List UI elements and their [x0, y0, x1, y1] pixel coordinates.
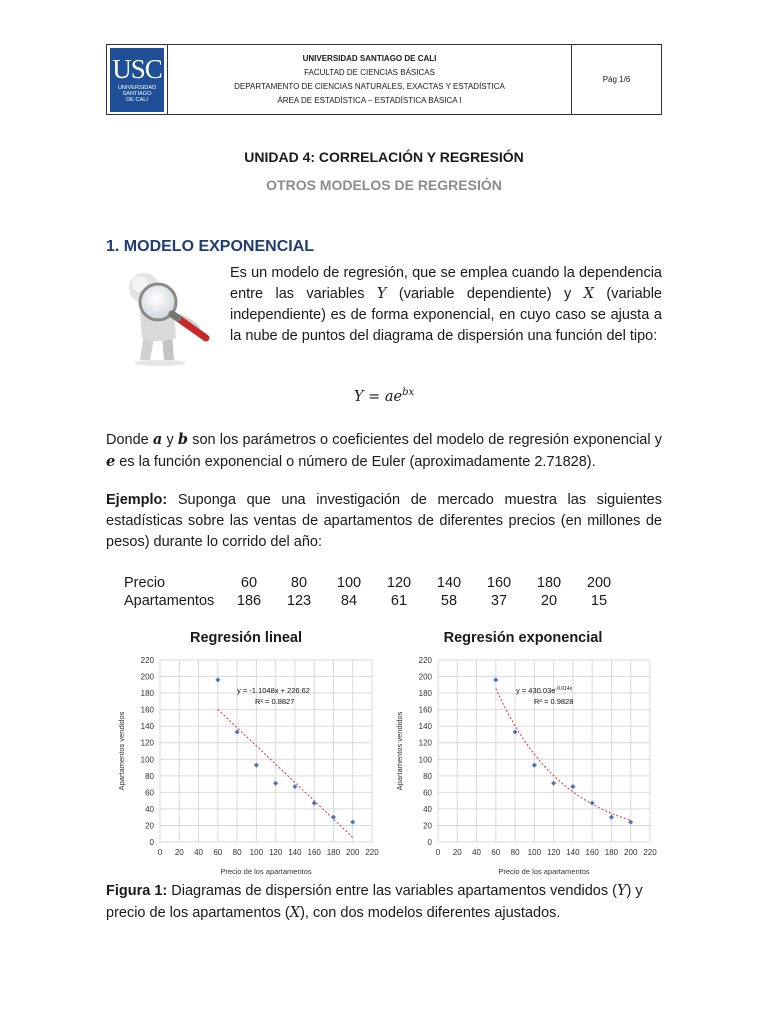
- y-tick-label: 180: [418, 689, 432, 699]
- x-tick-label: 160: [307, 848, 321, 857]
- caption-label: Figura 1:: [106, 883, 168, 899]
- y-tick-label: 0: [149, 838, 154, 847]
- table-cell: 120: [386, 575, 412, 591]
- header-university: UNIVERSIDAD SANTIAGO DE CALI: [302, 53, 437, 63]
- intro-text: (variable independiente) es de forma exponencial, en cuyo caso se ajusta a la nube de puntos del diagrama de dispersión una función del tipo:: [230, 286, 662, 344]
- x-tick-label: 0: [435, 848, 441, 857]
- x-tick-label: 200: [624, 848, 638, 857]
- table-cell: 180: [536, 575, 562, 591]
- x-tick-label: 140: [566, 848, 580, 857]
- page-title: UNIDAD 4: CORRELACIÓN Y REGRESIÓN: [244, 149, 524, 165]
- header-area: ÁREA DE ESTADÍSTICA – ESTADÍSTICA BÁSICA I: [277, 95, 462, 105]
- intro-paragraph: [230, 263, 662, 347]
- params-text: y: [162, 432, 178, 448]
- x-tick-label: 80: [232, 848, 242, 857]
- data-point: [331, 815, 336, 820]
- data-point: [254, 763, 259, 768]
- data-point: [609, 815, 614, 820]
- caption-text: Diagramas de dispersión entre las variables apartamentos vendidos (: [167, 883, 617, 899]
- table-cell: 200: [586, 575, 612, 591]
- formula-exponent: bx: [402, 387, 415, 398]
- x-tick-label: 40: [472, 848, 481, 857]
- header-institution: [168, 45, 572, 114]
- x-tick-label: 60: [491, 848, 501, 857]
- trendline-equation: $y = 430.03e^{-0.014x}$: [516, 686, 573, 695]
- y-tick-label: 140: [418, 722, 432, 732]
- header-department: DEPARTAMENTO DE CIENCIAS NATURALES, EXACTAS Y ESTADÍSTICA: [234, 81, 505, 91]
- example-label: Ejemplo:: [106, 492, 168, 508]
- table-cell: 61: [390, 593, 408, 609]
- y-tick-label: 160: [418, 705, 432, 715]
- logo-sub-line: SANTIAGO: [122, 90, 152, 97]
- x-tick-label: 120: [546, 848, 561, 857]
- parameters-paragraph: [106, 429, 662, 473]
- chart-title-linear: Regresión lineal: [189, 630, 302, 646]
- university-logo: [110, 48, 164, 112]
- data-point: [493, 677, 498, 682]
- y-tick-label: 60: [423, 788, 432, 798]
- table-row: [124, 574, 624, 592]
- r-squared-label: R² = 0.8827: [255, 697, 295, 706]
- y-tick-label: 140: [140, 722, 154, 732]
- y-tick-label: 100: [418, 755, 432, 765]
- y-tick-label: 20: [145, 821, 154, 831]
- x-axis-label: Precio de los apartamentos: [220, 867, 312, 876]
- example-paragraph: [106, 490, 662, 553]
- x-tick-label: 20: [174, 848, 184, 857]
- formula-base: Y = ae: [353, 388, 403, 405]
- table-row: [124, 592, 624, 610]
- data-table: [124, 574, 624, 610]
- chart-title-exponential: Regresión exponencial: [443, 630, 603, 646]
- document-header: [106, 44, 662, 115]
- data-point: [590, 801, 595, 806]
- data-point: [570, 784, 575, 789]
- y-tick-label: 100: [140, 755, 154, 765]
- data-point: [215, 677, 220, 682]
- y-tick-label: 180: [140, 689, 154, 699]
- trendline-equation: y = -1.1048x + 226.62: [237, 686, 310, 695]
- y-tick-label: 20: [423, 821, 432, 831]
- data-point: [273, 781, 278, 786]
- data-point: [513, 729, 518, 734]
- data-point: [628, 820, 633, 825]
- x-tick-label: 180: [604, 848, 619, 857]
- table-cell: 15: [590, 593, 608, 609]
- y-tick-label: 220: [140, 656, 154, 665]
- table-cell: 123: [286, 593, 312, 609]
- x-tick-label: 180: [326, 848, 341, 857]
- table-cell: 58: [440, 593, 458, 609]
- intro-text: (variable dependiente) y: [386, 286, 584, 302]
- logo-cell: [107, 45, 168, 114]
- params-text: Donde: [106, 432, 153, 448]
- x-tick-label: 40: [194, 848, 203, 857]
- table-cell: 84: [340, 593, 358, 609]
- caption-text: ) y precio de los apartamentos (: [106, 883, 643, 921]
- intro-text: Es un modelo de regresión, que se emplea cuando la dependencia entre las variables: [230, 265, 662, 302]
- logo-sub-line: UNIVERSIDAD: [117, 84, 157, 91]
- data-point: [292, 784, 297, 789]
- figure-caption: [106, 880, 662, 924]
- x-tick-label: 160: [585, 848, 599, 857]
- page-number: Pág 1/6: [602, 75, 631, 84]
- x-axis-label: Precio de los apartamentos: [498, 867, 590, 876]
- y-tick-label: 120: [140, 738, 154, 748]
- x-tick-label: 0: [157, 848, 163, 857]
- table-cell: 160: [486, 575, 512, 591]
- variable-x: X: [289, 905, 301, 921]
- table-cell: 186: [236, 593, 262, 609]
- y-axis-label: Apartamentos vendidos: [395, 711, 404, 791]
- y-tick-label: 200: [140, 672, 154, 682]
- x-tick-label: 220: [365, 848, 379, 857]
- table-cell: 100: [336, 575, 362, 591]
- y-tick-label: 120: [418, 738, 432, 748]
- y-axis-label: Apartamentos vendidos: [117, 711, 126, 791]
- x-tick-label: 20: [452, 848, 462, 857]
- y-tick-label: 80: [423, 771, 432, 781]
- trendline: [496, 688, 631, 820]
- data-point: [312, 801, 317, 806]
- equation-exponent: -0.014x: [555, 686, 573, 692]
- x-tick-label: 100: [249, 848, 264, 857]
- caption-text: ), con dos modelos diferentes ajustados.: [300, 905, 561, 921]
- data-point: [532, 763, 537, 768]
- section-heading: 1. MODELO EXPONENCIAL: [106, 238, 315, 255]
- x-tick-label: 60: [213, 848, 223, 857]
- exponential-regression-chart: [388, 652, 660, 880]
- param-e: e: [106, 453, 116, 470]
- x-tick-label: 100: [527, 848, 542, 857]
- data-point: [235, 729, 240, 734]
- y-tick-label: 160: [140, 705, 154, 715]
- x-tick-label: 220: [643, 848, 657, 857]
- r-squared-label: R² = 0.9828: [534, 697, 574, 706]
- header-faculty: FACULTAD DE CIENCIAS BÁSICAS: [304, 67, 435, 77]
- x-tick-label: 200: [346, 848, 360, 857]
- y-tick-label: 80: [145, 771, 154, 781]
- example-text: Suponga que una investigación de mercado muestra las siguientes estadísticas sobre las ventas de apartamentos de diferentes precios (en millones de pesos) durante lo corrido del año:: [106, 492, 662, 550]
- page-subtitle: OTROS MODELOS DE REGRESIÓN: [266, 177, 502, 193]
- row-label-apartments: Apartamentos: [124, 593, 215, 609]
- x-tick-label: 80: [510, 848, 520, 857]
- y-tick-label: 40: [145, 804, 154, 814]
- params-text: son los parámetros o coeficientes del modelo de regresión exponencial y: [188, 432, 662, 448]
- variable-x: X: [583, 286, 594, 302]
- y-tick-label: 0: [427, 838, 432, 847]
- variable-y: Y: [616, 883, 627, 899]
- param-a: a: [152, 431, 163, 448]
- x-tick-label: 140: [288, 848, 302, 857]
- y-tick-label: 220: [418, 656, 432, 665]
- data-point: [551, 781, 556, 786]
- row-label-price: Precio: [124, 575, 166, 591]
- x-tick-label: 120: [268, 848, 283, 857]
- variable-y: Y: [376, 286, 387, 302]
- param-b: b: [177, 431, 189, 448]
- table-cell: 20: [540, 593, 558, 609]
- data-point: [350, 820, 355, 825]
- table-cell: 140: [436, 575, 462, 591]
- table-cell: 80: [290, 575, 308, 591]
- y-tick-label: 60: [145, 788, 154, 798]
- logo-subtext: [118, 85, 156, 104]
- magnifier-person-illustration: [118, 268, 214, 366]
- logo-sub-line: DE CALI: [126, 97, 148, 104]
- table-cell: 37: [490, 593, 508, 609]
- y-tick-label: 200: [418, 672, 432, 682]
- linear-regression-chart: [110, 652, 382, 880]
- logo-text: USC: [112, 53, 162, 84]
- params-text: es la función exponencial o número de Euler (aproximadamente 2.71828).: [115, 454, 596, 470]
- exponential-formula: [0, 387, 768, 405]
- y-tick-label: 40: [423, 804, 432, 814]
- table-cell: 60: [240, 575, 258, 591]
